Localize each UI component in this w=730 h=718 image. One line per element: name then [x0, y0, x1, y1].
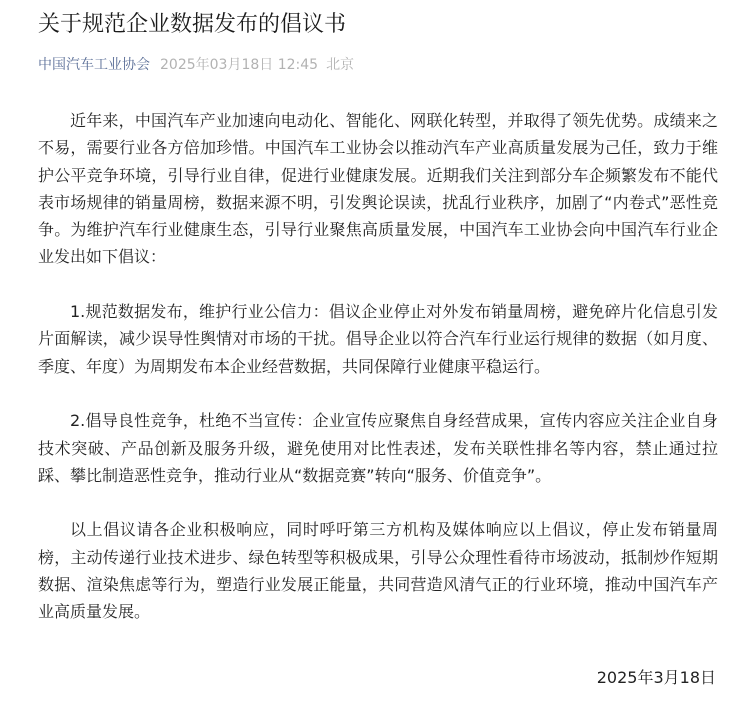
publish-time: 2025年03月18日 12:45: [160, 57, 319, 73]
paragraph-closing: 以上倡议请各企业积极响应，同时呼吁第三方机构及媒体响应以上倡议，停止发布销量周榜，主动传递行业技术进步、绿色转型等积极成果，引导公众理性看待市场波动，抵制炒作短期数据、渲染焦虑等行为，塑造行业发展正能量，共同营造风清气正的行业环境，推动中国汽车产业高质量发展。: [38, 520, 718, 622]
publish-location: 北京: [326, 57, 355, 73]
paragraph-item-1: 1.规范数据发布，维护行业公信力：倡议企业停止对外发布销量周榜，避免碎片化信息引发片面解读，减少误导性舆情对市场的干扰。倡导企业以符合汽车行业运行规律的数据（如月度、季度、年度）为周期发布本企业经营数据，共同保障行业健康平稳运行。: [38, 302, 718, 376]
article-meta: [38, 55, 354, 75]
article-body: [38, 107, 718, 653]
paragraph-intro: 近年来，中国汽车产业加速向电动化、智能化、网联化转型，并取得了领先优势。成绩来之不易，需要行业各方倍加珍惜。中国汽车工业协会以推动汽车产业高质量发展为己任，致力于维护公平竞争环境，引导行业自律，促进行业健康发展。近期我们关注到部分车企频繁发布不能代表市场规律的销量周榜，数据来源不明，引发舆论误读，扰乱行业秩序，加剧了“内卷式”恶性竞争。为维护汽车行业健康生态，引导行业聚焦高质量发展，中国汽车工业协会向中国汽车行业企业发出如下倡议：: [38, 111, 718, 267]
article-title: 关于规范企业数据发布的倡议书: [38, 12, 347, 37]
source-link[interactable]: 中国汽车工业协会: [38, 57, 150, 73]
paragraph-item-2: 2.倡导良性竞争，杜绝不当宣传：企业宣传应聚焦自身经营成果，宣传内容应关注企业自身技术突破、产品创新及服务升级，避免使用对比性表述，发布关联性排名等内容，禁止通过拉踩、攀比制造恶性竞争，推动行业从“数据竞赛”转向“服务、价值竞争”。: [38, 411, 718, 485]
signature-date: 2025年3月18日: [596, 668, 716, 687]
